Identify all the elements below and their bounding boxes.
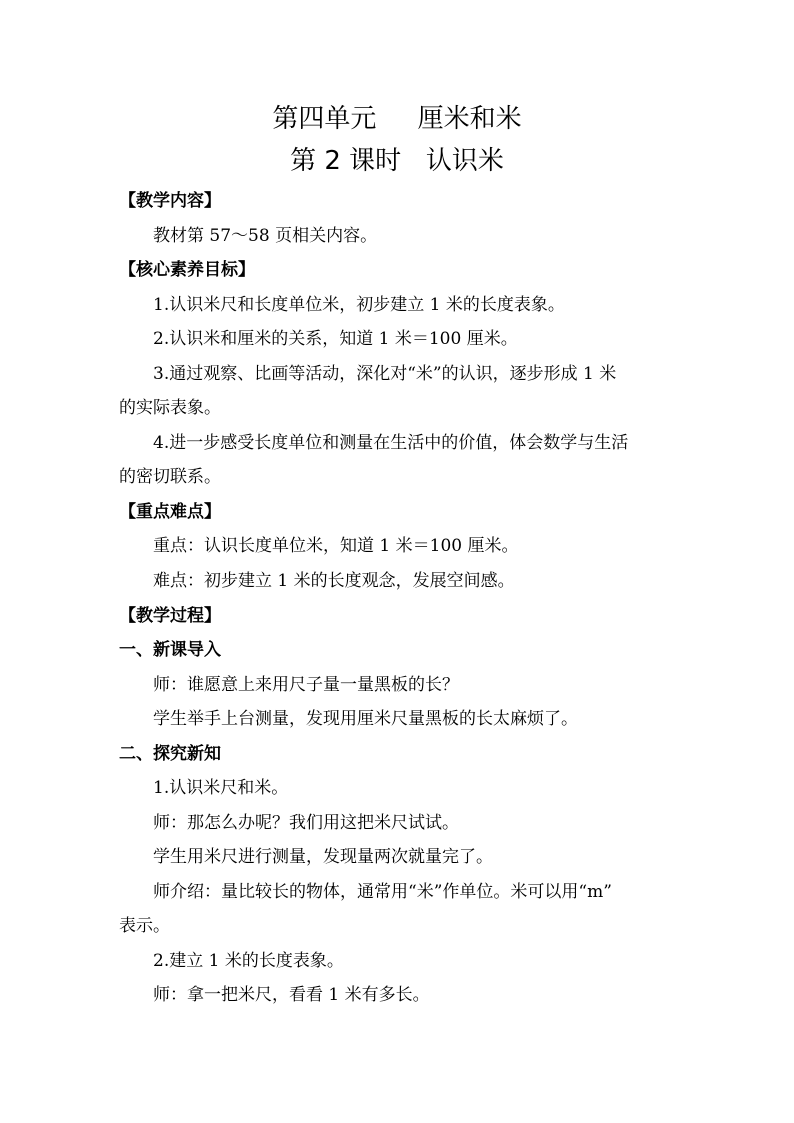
section-heading-content: 【教学内容】 (119, 191, 221, 211)
section-heading-goals: 【核心素养目标】 (119, 260, 255, 280)
paragraph-line: 2.认识米和厘米的关系，知道 1 米＝100 厘米。 (153, 329, 518, 349)
paragraph-line: 学生用米尺进行测量，发现量两次就量完了。 (153, 847, 493, 867)
paragraph-line: 教材第 57～58 页相关内容。 (153, 226, 378, 246)
paragraph-line: 重点：认识长度单位米，知道 1 米＝100 厘米。 (153, 536, 519, 556)
subsection-heading-explore: 二、探究新知 (119, 744, 221, 764)
paragraph-line: 难点：初步建立 1 米的长度观念，发展空间感。 (153, 571, 515, 591)
subsection-heading-intro: 一、新课导入 (119, 640, 221, 660)
paragraph-line: 4.进一步感受长度单位和测量在生活中的价值，体会数学与生活 (153, 433, 629, 453)
paragraph-line: 1.认识米尺和长度单位米，初步建立 1 米的长度表象。 (153, 295, 565, 315)
paragraph-line: 师：谁愿意上来用尺子量一量黑板的长？ (153, 675, 459, 695)
section-heading-process: 【教学过程】 (119, 606, 221, 626)
paragraph-line: 1.认识米尺和米。 (153, 778, 289, 798)
lesson-title: 第 2 课时 认识米 (290, 146, 504, 176)
unit-title: 第四单元 厘米和米 (272, 104, 522, 134)
paragraph-line: 师介绍：量比较长的物体，通常用“米”作单位。米可以用“m” (153, 882, 612, 902)
section-heading-keypoints: 【重点难点】 (119, 502, 221, 522)
paragraph-line: 表示。 (119, 916, 170, 936)
paragraph-line: 学生举手上台测量，发现用厘米尺量黑板的长太麻烦了。 (153, 709, 578, 729)
paragraph-line: 师：那怎么办呢？我们用这把米尺试试。 (153, 813, 459, 833)
paragraph-line: 师：拿一把米尺，看看 1 米有多长。 (153, 985, 430, 1005)
paragraph-line: 的实际表象。 (119, 398, 221, 418)
paragraph-line: 3.通过观察、比画等活动，深化对“米”的认识，逐步形成 1 米 (153, 364, 617, 384)
paragraph-line: 2.建立 1 米的长度表象。 (153, 951, 344, 971)
paragraph-line: 的密切联系。 (119, 467, 221, 487)
